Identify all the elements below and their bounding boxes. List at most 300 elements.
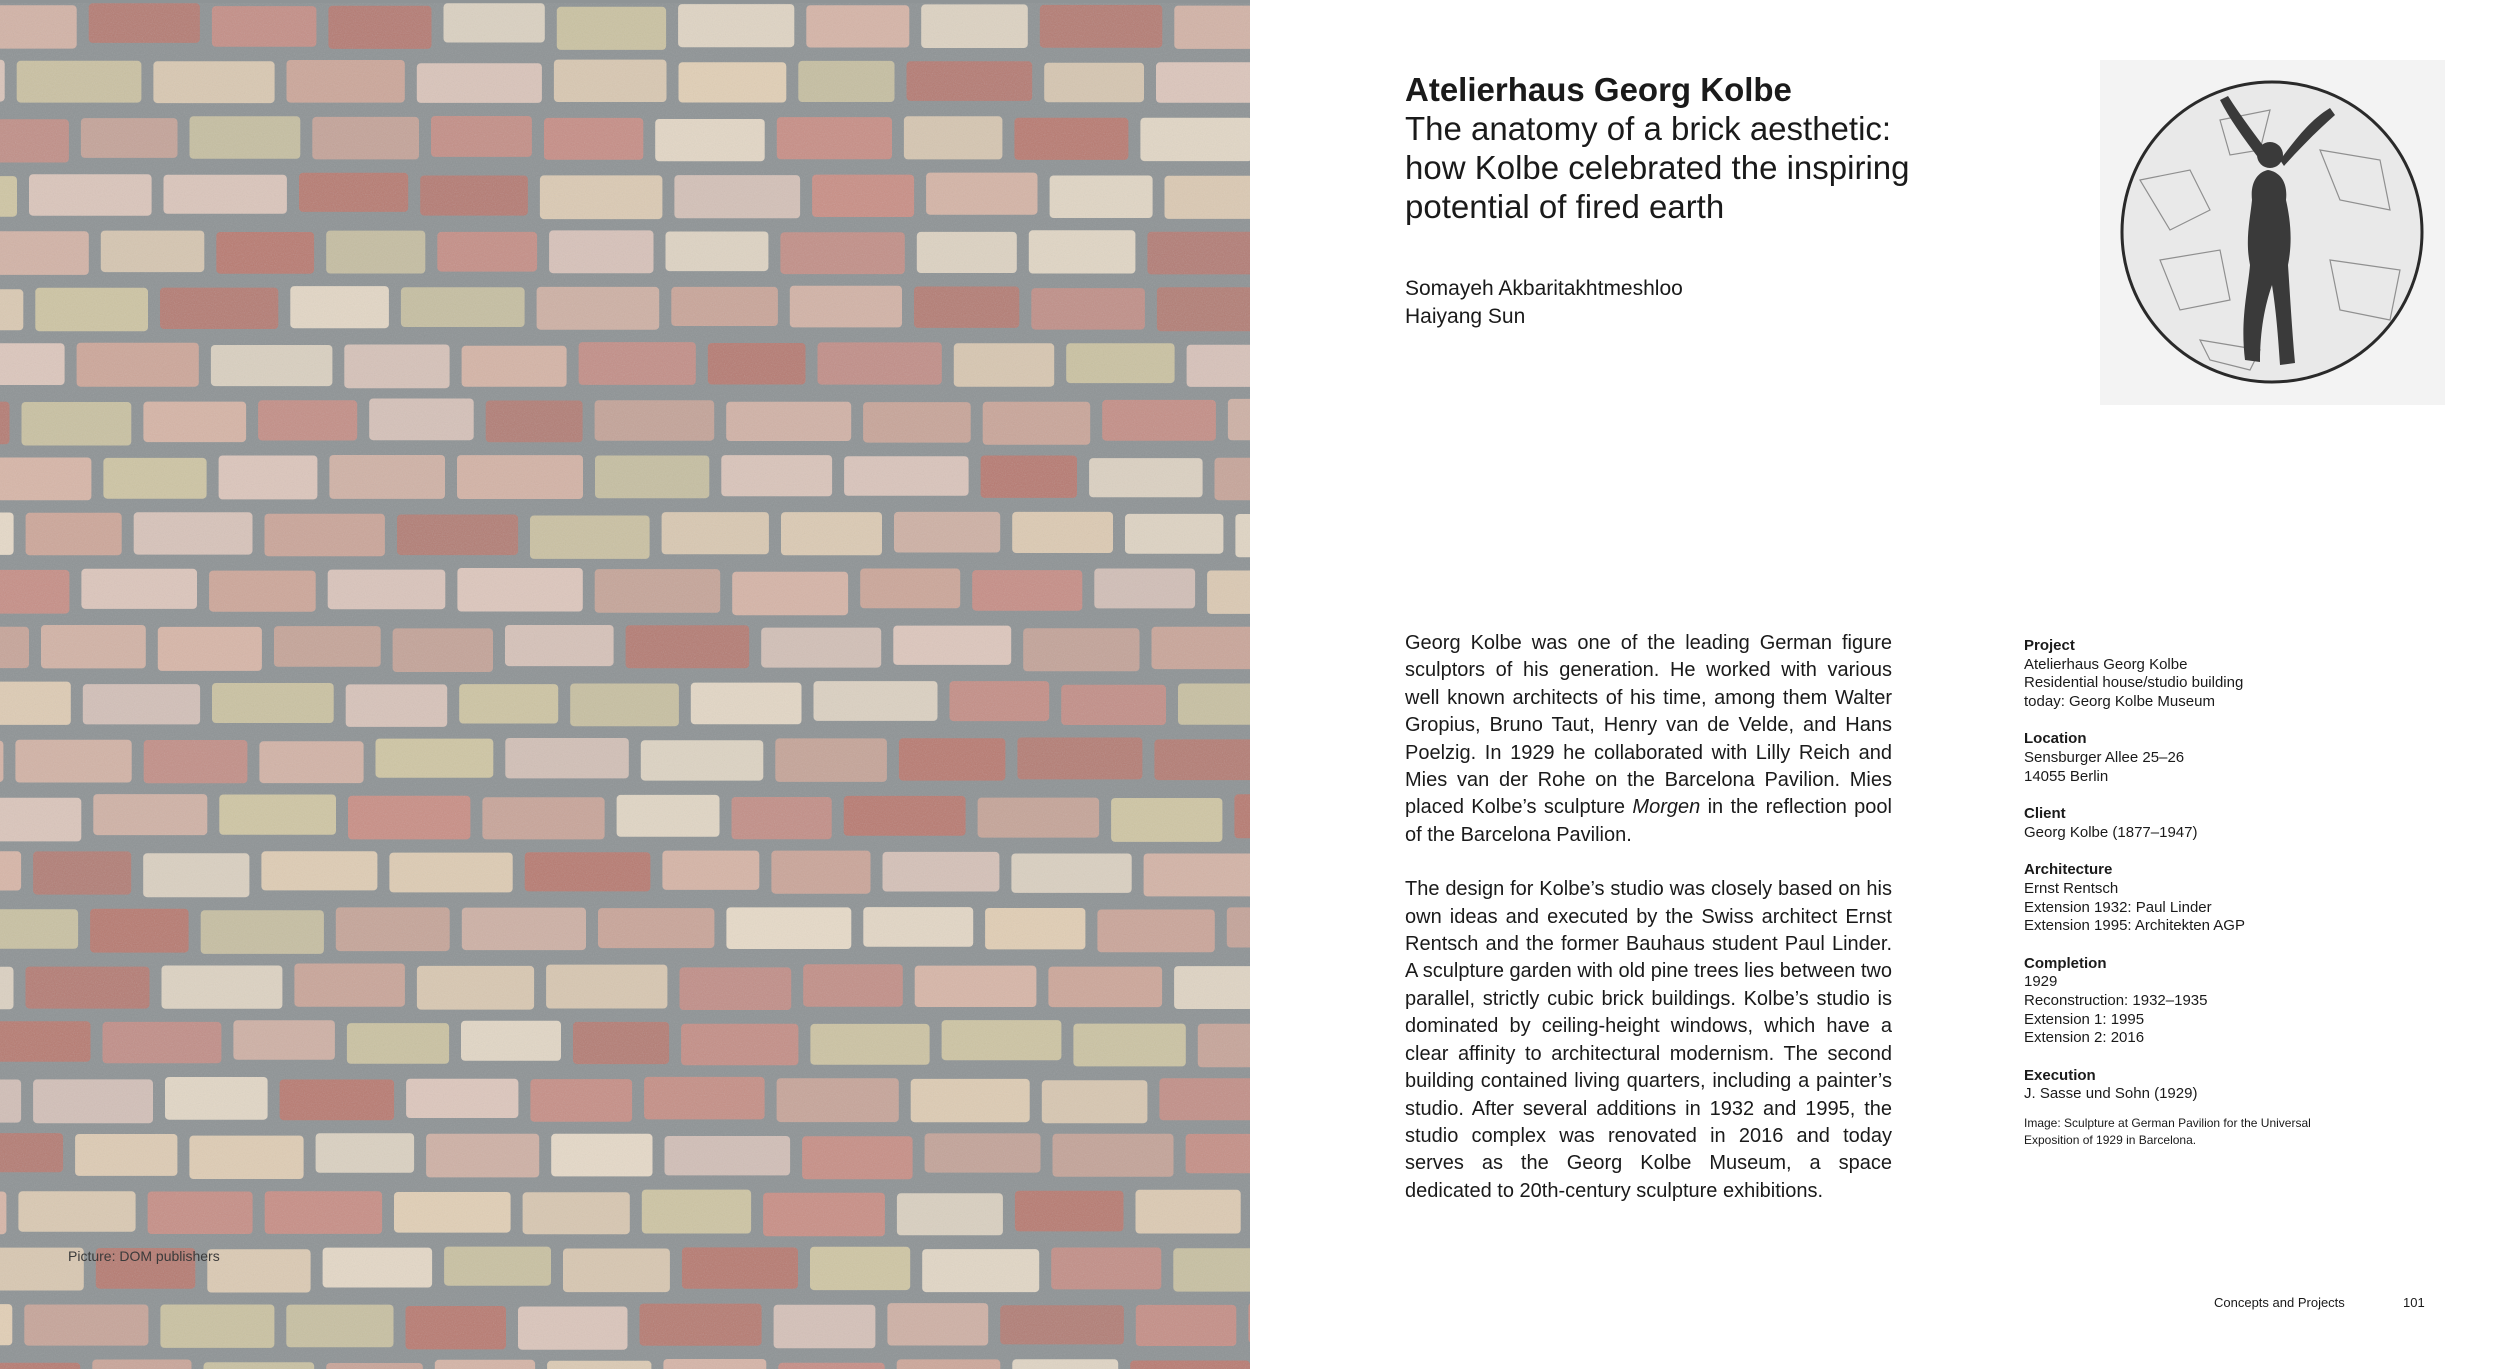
brick <box>90 909 189 953</box>
brick <box>444 1247 551 1286</box>
brick <box>671 287 778 326</box>
brick <box>914 287 1019 328</box>
brick <box>897 1193 1003 1235</box>
brick <box>1000 1305 1124 1344</box>
brick <box>642 1190 751 1234</box>
brick <box>1215 458 1251 501</box>
brick <box>0 682 71 725</box>
fact-label: Project <box>2024 637 2075 654</box>
brick <box>1012 1359 1118 1369</box>
brick <box>1147 232 1250 275</box>
brick <box>771 851 870 894</box>
brick <box>0 343 65 385</box>
brick <box>505 625 614 666</box>
authors <box>1405 275 1683 331</box>
article-body <box>1405 630 1892 1232</box>
brick <box>921 4 1028 48</box>
brick <box>35 288 148 331</box>
brick <box>595 400 715 441</box>
subtitle-line: The anatomy of a brick aesthetic: <box>1405 110 1892 147</box>
fact-value: Extension 2: 2016 <box>2024 1029 2145 1047</box>
brick <box>336 907 450 951</box>
brick <box>437 232 537 272</box>
brick <box>950 681 1050 721</box>
brick <box>573 1022 669 1064</box>
brick <box>397 515 518 556</box>
brick <box>393 628 493 672</box>
brick <box>89 3 200 43</box>
fact-value: Georg Kolbe (1877–1947) <box>2024 823 2198 841</box>
brick <box>0 627 29 668</box>
brick <box>26 967 150 1009</box>
brick <box>212 6 317 47</box>
brick <box>579 342 696 385</box>
brick <box>0 1363 80 1369</box>
brick <box>926 173 1037 215</box>
brick <box>1017 738 1142 780</box>
brick <box>774 1305 876 1349</box>
brick <box>777 117 892 159</box>
photo-credit: Picture: DOM publishers <box>68 1248 220 1264</box>
article-title: Atelierhaus Georg Kolbe <box>1405 71 1792 108</box>
fact-value: Extension 1932: Paul Linder <box>2024 898 2212 916</box>
brick <box>563 1249 670 1293</box>
brick <box>1140 118 1250 161</box>
brick <box>312 117 419 159</box>
page-number: 101 <box>2403 1295 2425 1310</box>
fact-value: J. Sasse und Sohn (1929) <box>2024 1085 2198 1103</box>
brick <box>1174 966 1250 1009</box>
brick <box>802 1136 913 1179</box>
brick <box>482 797 604 839</box>
brick <box>1173 1248 1250 1291</box>
brick <box>290 286 389 328</box>
brick <box>0 1192 6 1235</box>
brick <box>0 741 3 783</box>
brick <box>461 1021 561 1061</box>
brick <box>1011 854 1131 893</box>
brick <box>893 626 1011 665</box>
brick <box>29 174 152 216</box>
brick <box>863 907 973 947</box>
brick <box>26 513 122 555</box>
brick <box>1061 685 1166 725</box>
brick <box>540 175 663 219</box>
brick <box>663 1359 766 1369</box>
brick <box>1156 62 1250 103</box>
brick <box>1144 854 1250 897</box>
brick <box>570 684 679 727</box>
brick <box>1014 118 1128 160</box>
brick <box>160 1305 274 1348</box>
fact-value: Residential house/studio building <box>2024 674 2244 692</box>
brick <box>778 1363 884 1369</box>
brick <box>158 627 262 671</box>
brick <box>1187 345 1250 387</box>
author-name: Haiyang Sun <box>1405 305 1526 328</box>
brick <box>1050 176 1153 219</box>
fact-project <box>2024 637 2324 711</box>
brick <box>287 60 405 103</box>
brick <box>1165 176 1251 219</box>
brick <box>978 798 1100 838</box>
brick <box>160 288 278 329</box>
brick <box>426 1134 539 1178</box>
brick <box>144 740 248 783</box>
fact-value: Extension 1: 1995 <box>2024 1010 2145 1028</box>
brick <box>219 456 318 500</box>
brick <box>812 175 914 217</box>
brick <box>347 1023 449 1064</box>
brick <box>190 116 301 159</box>
brick <box>818 342 942 384</box>
brick <box>537 287 660 330</box>
brick <box>907 61 1033 101</box>
brick <box>258 400 357 440</box>
brick <box>265 1191 382 1234</box>
brick <box>0 798 81 842</box>
brick <box>33 851 131 894</box>
brick <box>1031 288 1145 330</box>
article-subtitle <box>1405 109 2045 226</box>
brick <box>0 119 69 162</box>
brick <box>942 1020 1062 1060</box>
brick <box>0 1304 12 1345</box>
brick <box>299 173 408 212</box>
brick <box>617 795 720 837</box>
brick <box>844 456 969 496</box>
brick <box>554 60 667 102</box>
brick <box>328 6 431 49</box>
brick <box>790 286 902 328</box>
brick <box>897 1359 1001 1369</box>
brick <box>1136 1305 1237 1346</box>
brick <box>274 626 381 667</box>
brick <box>134 512 253 554</box>
brick <box>0 402 10 445</box>
brick <box>1154 739 1250 780</box>
brick <box>0 231 89 275</box>
brick <box>1136 1190 1241 1234</box>
brick <box>348 796 470 840</box>
brick <box>17 61 142 103</box>
brick <box>207 1249 310 1292</box>
brick <box>844 796 966 836</box>
brick <box>201 910 324 954</box>
brick <box>726 907 851 949</box>
brick <box>93 794 207 835</box>
brick <box>77 343 199 387</box>
brick <box>0 1080 21 1123</box>
brick <box>726 402 851 441</box>
brick <box>954 343 1054 386</box>
brick <box>1228 399 1250 440</box>
brick <box>369 399 474 441</box>
brick <box>1198 1024 1250 1068</box>
fact-label: Completion <box>2024 954 2107 972</box>
brick <box>1227 907 1250 947</box>
fact-value: today: Georg Kolbe Museum <box>2024 692 2215 710</box>
brick <box>153 61 274 103</box>
brick <box>431 116 532 157</box>
brick <box>523 1192 630 1234</box>
brick <box>883 852 1000 892</box>
body-paragraph: The design for Kolbe’s studio was closely based on his own ideas and executed by the Swiss architect Ernst Rentsch and the former Bauhaus student Paul Linder. A sculpture garden with old pine trees lies between two parallel, strictly cubic brick buildings. Kolbe’s studio is dominated by ceiling-height windows, which have a clear affinity to architectural modernism. The second building contained living quarters, including a painter’s studio. After several additions in 1932 and 1995, the studio complex was renovated in 2016 and today serves as the Georg Kolbe Museum, a space dedicated to 20th-century sculpture exhibitions. <box>1405 878 1892 1202</box>
fact-value: Extension 1995: Architekten AGP <box>2024 917 2245 935</box>
brick <box>763 1193 885 1237</box>
brick <box>81 118 178 158</box>
brick <box>216 232 314 274</box>
brick <box>525 852 651 891</box>
brick <box>0 458 91 501</box>
brick <box>265 514 385 557</box>
brick <box>406 1306 507 1349</box>
brick <box>148 1192 253 1235</box>
brick <box>899 738 1006 780</box>
brick <box>1094 569 1195 609</box>
brick <box>0 570 69 614</box>
brick <box>1186 1134 1250 1173</box>
brick <box>732 572 848 616</box>
subtitle-line: how Kolbe celebrated the inspiring <box>1405 149 1910 186</box>
brick <box>530 516 650 559</box>
brick <box>860 569 960 609</box>
brick <box>457 455 583 499</box>
brick <box>326 1363 423 1369</box>
brick <box>985 908 1085 949</box>
brick <box>662 512 769 554</box>
brick <box>810 1247 910 1290</box>
brick <box>457 568 582 612</box>
fact-label: Architecture <box>2024 861 2113 879</box>
brick <box>547 1361 651 1369</box>
brick <box>674 175 800 218</box>
brick <box>0 289 23 330</box>
brick <box>406 1079 518 1118</box>
brick <box>640 1304 762 1346</box>
brick <box>691 683 802 725</box>
brick <box>101 231 205 273</box>
brick <box>983 402 1090 445</box>
brick <box>162 966 283 1009</box>
brick <box>24 1305 148 1346</box>
brick <box>189 1136 303 1179</box>
brick <box>1023 628 1139 671</box>
brick <box>204 1362 315 1369</box>
brick <box>75 1134 177 1176</box>
brick <box>143 853 249 897</box>
brick <box>644 1077 765 1120</box>
fact-label: Execution <box>2024 1066 2096 1084</box>
brick <box>219 795 336 835</box>
brick <box>781 512 882 555</box>
brick <box>546 965 667 1009</box>
brick <box>462 908 586 951</box>
brick <box>389 853 512 893</box>
brick <box>1235 514 1250 557</box>
brick <box>915 966 1037 1007</box>
brick <box>209 571 316 612</box>
brick <box>598 908 714 948</box>
brick <box>777 1078 899 1122</box>
brick <box>103 458 206 499</box>
brick <box>1012 512 1113 553</box>
brick <box>401 287 525 327</box>
brick <box>0 851 21 890</box>
sculpture-roundel-image <box>2100 60 2445 405</box>
brick <box>662 851 759 890</box>
author-name: Somayeh Akbaritakhtmeshloo <box>1405 277 1683 300</box>
brick <box>261 851 377 890</box>
brick <box>1178 684 1250 725</box>
brick <box>323 1248 433 1288</box>
brick <box>103 1022 222 1063</box>
brick <box>83 684 200 724</box>
brick <box>0 909 78 949</box>
brick <box>1040 5 1163 48</box>
brick <box>549 230 653 273</box>
brick <box>1248 1303 1250 1343</box>
brick <box>1207 571 1250 614</box>
brick <box>1066 343 1174 383</box>
brick <box>1044 63 1144 102</box>
article-heading <box>1405 70 2045 226</box>
body-paragraph <box>1405 630 1892 849</box>
brick <box>595 569 721 613</box>
brick <box>81 569 197 609</box>
brick <box>1051 1248 1161 1290</box>
brick <box>665 1136 791 1175</box>
brick <box>1097 910 1214 953</box>
body-text-span: Georg Kolbe was one of the leading German figure sculptors of his generation. He worked with various well known architects of his time, among them Walter Gropius, Bruno Taut, Henry van de Velde, and Hans Poelzig. In 1929 he collaborated with Lilly Reich and Mies van der Rohe on the Barcelona Pavilion. Mies placed Kolbe’s sculpture <box>1405 632 1892 819</box>
brick <box>417 63 542 103</box>
brick <box>814 681 938 721</box>
brick <box>655 119 765 161</box>
brick <box>925 1133 1041 1172</box>
fact-execution <box>2024 1067 2324 1104</box>
fact-value: Ernst Rentsch <box>2024 879 2119 897</box>
brick <box>444 3 545 42</box>
brick <box>981 456 1077 498</box>
brick <box>459 684 558 723</box>
brick <box>708 343 806 385</box>
brick <box>0 1133 63 1172</box>
fact-location <box>2024 730 2324 786</box>
brick <box>551 1134 652 1177</box>
brick <box>887 1303 988 1345</box>
brick <box>678 4 794 47</box>
brick <box>0 1021 91 1062</box>
brick <box>1159 1078 1250 1120</box>
fact-label: Client <box>2024 805 2066 823</box>
brick <box>92 1360 191 1369</box>
brick <box>18 1191 135 1231</box>
subtitle-line: potential of fired earth <box>1405 188 1725 225</box>
brick <box>666 232 769 272</box>
brick <box>143 402 246 443</box>
brick <box>164 175 287 214</box>
fact-architecture <box>2024 861 2324 935</box>
brick <box>798 61 894 102</box>
brick <box>394 1192 511 1233</box>
brick <box>486 401 583 443</box>
running-footer-section: Concepts and Projects <box>2214 1295 2345 1310</box>
brick <box>328 570 446 610</box>
brick <box>530 1079 632 1122</box>
brick <box>0 60 5 102</box>
brick <box>557 7 666 50</box>
brick <box>326 231 425 274</box>
brick <box>211 345 333 386</box>
brick <box>1029 230 1136 273</box>
brick <box>904 116 1003 159</box>
brick <box>286 1305 393 1348</box>
brick <box>682 1247 798 1288</box>
brick <box>721 455 832 496</box>
brick <box>165 1077 268 1120</box>
fact-label: Location <box>2024 730 2087 748</box>
brick <box>595 456 709 499</box>
brick <box>1125 514 1223 554</box>
fact-value: Atelierhaus Georg Kolbe <box>2024 655 2188 673</box>
brick <box>376 739 494 778</box>
brick <box>417 966 534 1010</box>
brick <box>294 964 405 1007</box>
brick <box>1053 1134 1174 1177</box>
brick <box>917 232 1017 273</box>
brick <box>922 1249 1039 1292</box>
brick <box>1102 400 1216 441</box>
brick <box>761 628 881 668</box>
brick <box>505 738 629 778</box>
brick <box>1174 6 1250 49</box>
brick <box>420 176 528 216</box>
brick <box>259 741 363 783</box>
brick <box>518 1307 628 1350</box>
fact-value: Sensburger Allee 25–26 <box>2024 748 2185 766</box>
brick <box>0 513 14 555</box>
body-text-span: in the reflection pool of the Barcelona Pavilion. <box>1405 796 1892 846</box>
brick <box>344 345 449 389</box>
fact-client <box>2024 805 2324 842</box>
brick <box>679 62 787 102</box>
brick <box>1234 794 1250 838</box>
brick <box>1089 458 1203 497</box>
brick <box>33 1079 153 1123</box>
brick <box>1152 627 1251 669</box>
brick <box>544 118 643 160</box>
brick <box>1157 287 1250 331</box>
brick <box>1130 1361 1250 1369</box>
brick <box>863 402 971 443</box>
brick <box>0 5 77 48</box>
brick <box>775 738 887 782</box>
project-facts <box>2024 637 2324 1149</box>
brick <box>1073 1024 1185 1067</box>
brick <box>641 740 764 780</box>
image-caption: Image: Sculpture at German Pavilion for the Universal Exposition of 1929 in Barcelona. <box>2024 1115 2311 1147</box>
brick <box>0 176 17 217</box>
brick <box>1015 1191 1124 1232</box>
brick <box>732 797 832 839</box>
fact-value: 1929 <box>2024 973 2058 991</box>
brick <box>911 1079 1030 1122</box>
artwork-title: Morgen <box>1632 796 1701 819</box>
fact-value: Reconstruction: 1932–1935 <box>2024 991 2208 1009</box>
brick <box>972 570 1082 611</box>
fact-completion <box>2024 955 2324 1048</box>
brick <box>1048 967 1162 1008</box>
